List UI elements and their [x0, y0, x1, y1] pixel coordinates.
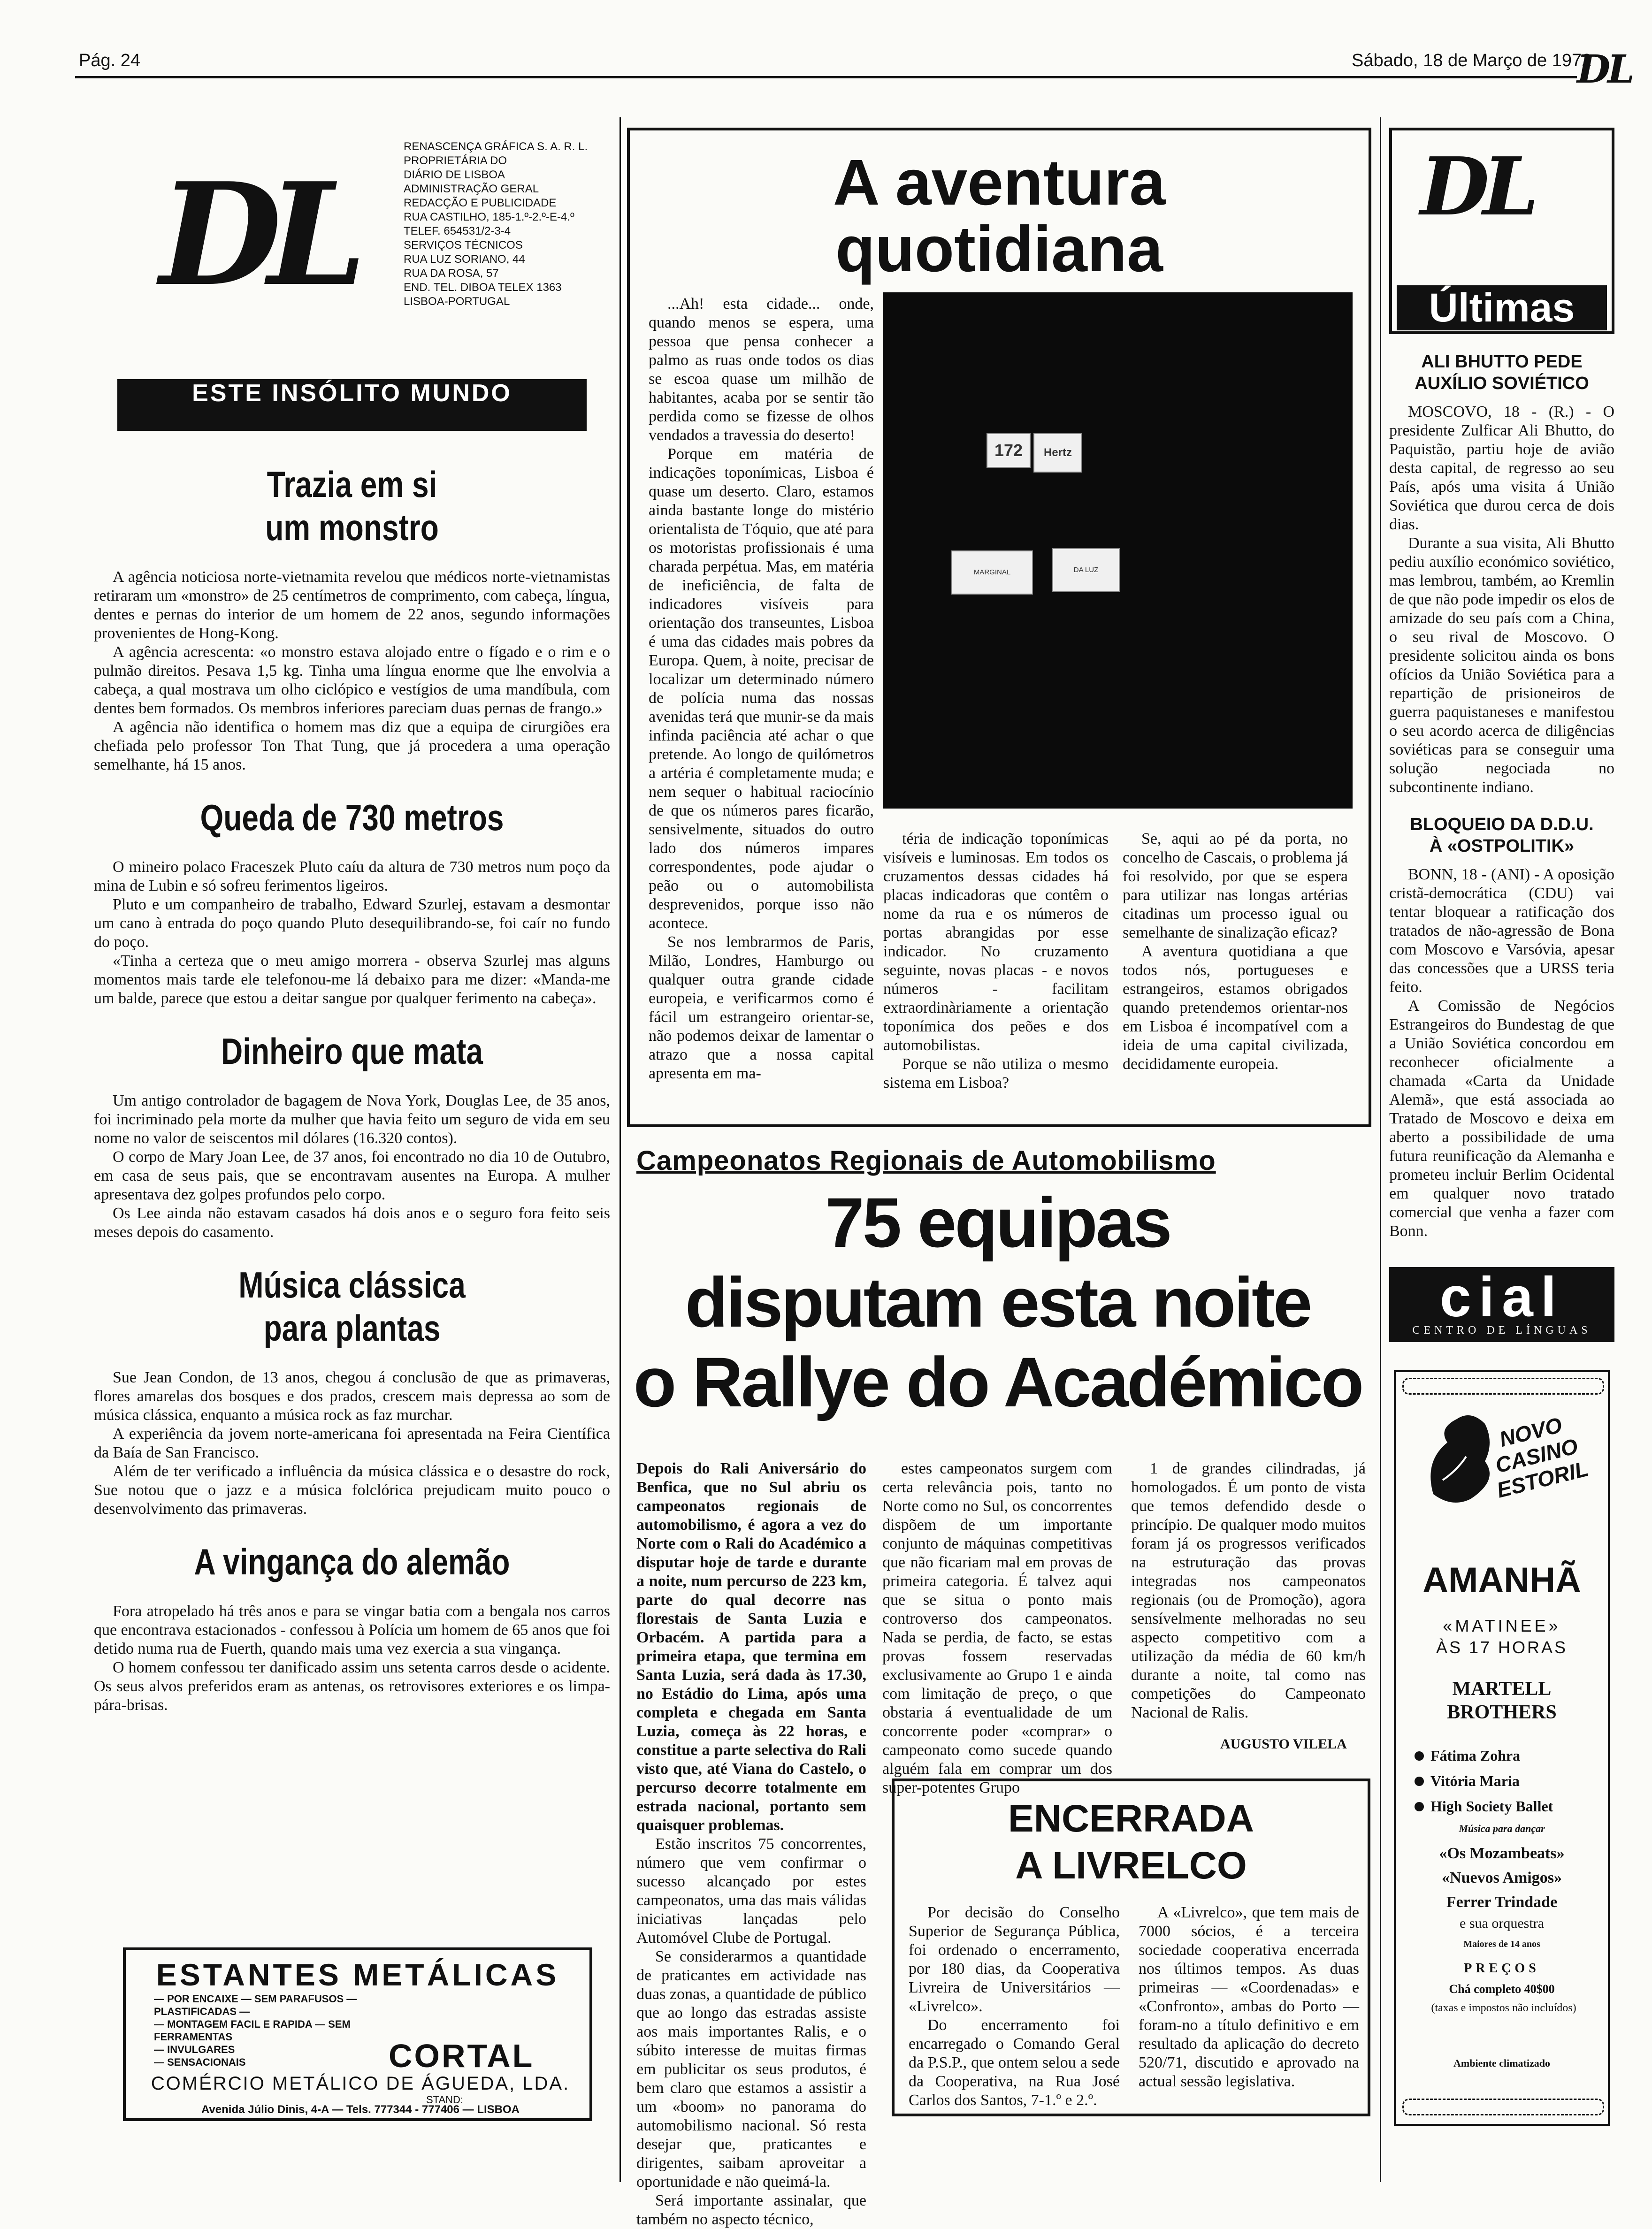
ad-casino-act-line: BROTHERS: [1447, 1702, 1557, 1723]
ultimas-story-body: [1389, 865, 1614, 1241]
article: [94, 1263, 610, 1519]
masthead-line: RUA LUZ SORIANO, 44: [404, 253, 525, 266]
ad-casino-climate: Ambiente climatizado: [1453, 2057, 1550, 2069]
article-paragraph: A agência noticiosa norte-vietnamita revelou que médicos norte-vietnamistas retiraram um «monstro» de 25 centímetros de comprimento, com cabeça, língua, dentes e pernas do interior de um homem de 22 anos, segundo informações provenientes de Hong-Kong.: [94, 568, 610, 642]
ad-casino-prices-label: PREÇOS: [1464, 1961, 1540, 1976]
ad-casino-bands: [1396, 1841, 1608, 1915]
ad-estantes-address: Avenida Júlio Dinis, 4-A — Tels. 777344 - 777406 — LISBOA: [201, 2103, 520, 2116]
article-paragraph: O homem confessou ter danificado assim uns setenta carros desde o acidente. Os seus alvos preferidos eram as antenas, os retrovisores exteriores e os limpa-pára-brisas.: [94, 1659, 610, 1714]
livrelco-paragraph: Do encerramento foi encarregado o Comando Geral da P.S.P., que ontem selou a sede da Cooperativa, na Rua José Carlos dos Santos, 7-1.º e 2.º.: [909, 2016, 1120, 2109]
ultimas-paragraph: Durante a sua visita, Ali Bhutto pediu auxílio económico soviético, mas lembrou, também, ao Kremlin de que não pode impedir os elos de amizade do seu país com a China, o seu rival de Moscovo. O presidente solicitou ainda os bons ofícios da União Soviética para a repartição de prisioneiros de guerra paquistaneses e manifestou o seu acordo acerca de diligências soviéticas para se conseguir uma solução negociada no subcontinente indiano.: [1389, 534, 1614, 796]
article: [94, 1030, 610, 1242]
livrelco-paragraph: A «Livrelco», que tem mais de 7000 sócios, é a terceira sociedade cooperativa encerrada nos últimos tempos. As duas primeiras — «Coordenadas» e «Confronto», ambas do Porto — foram-no a título definitivo e em resultado da aplicação do decreto 520/71, discutido e aprovado na actual sessão legislativa.: [1139, 1904, 1359, 2090]
masthead-line: RENASCENÇA GRÁFICA S. A. R. L.: [404, 140, 588, 153]
ad-casino-band: Ferrer Trindade: [1446, 1893, 1558, 1911]
livrelco-title-line: ENCERRADA: [1008, 1797, 1254, 1840]
livrelco-column-2: [1139, 1903, 1359, 2091]
rally-paragraph: estes campeonatos surgem com certa relevância pois, tanto no Norte como no Sul, os concorrentes dispõem de um importante conjunto de máquinas competitivas que não ficariam mal em provas de primeira categoria. É talvez aqui que se situa o ponto mais controverso dos campeonatos. Nada se perdia, de facto, se estas provas fossem reservadas exclusivamente ao Grupo 1 e ainda com limitação de preço, o que obstaria á eventualidade de um concorrente poder «comprar» o campeonato como sucede quando alguém fala em comprar um dos super-potentes Grupo: [882, 1460, 1112, 1796]
masthead-logo: DL: [160, 152, 353, 317]
rally-paragraph: Se considerarmos a quantidade de praticantes em actividade nas duas zonas, a quantidade de público que ao longo das estradas assiste aos mais importantes Ralis, e o súbito interesse de muitas firmas em publicitar os seus produtos, é bem claro que estamos a assistir a um «boom» no panorama do automobilismo nacional. Só resta desejar que, praticantes e dirigentes, saibam aproveitar a oportunidade e não queimá-la.: [636, 1948, 866, 2191]
ad-casino-time: ÀS 17 HORAS: [1436, 1638, 1568, 1657]
article: [94, 1540, 610, 1715]
article-title: [140, 1030, 564, 1073]
ad-estantes-stand: STAND:: [426, 2094, 464, 2106]
column-rule: [620, 117, 621, 2182]
article-paragraph: «Tinha a certeza que o meu amigo morrera - observa Szurlej mas alguns momentos mais tarde ele telefonou-me lá debaixo para me dizer: «Manda-me um balde, parece que estou a deitar sangue por qualquer ferimento na cabeça».: [94, 952, 610, 1007]
article-paragraph: Além de ter verificado a influência da música clássica e o desastre do rock, Sue notou que o jazz e a música folclórica prejudicam muito pouco o desenvolvimento das primaveras.: [94, 1463, 610, 1518]
section-banner-label: ESTE INSÓLITO MUNDO: [192, 380, 512, 407]
aventura-box: [627, 128, 1371, 1127]
rally-headline: [627, 1183, 1369, 1422]
article-paragraph: A experiência da jovem norte-americana foi apresentada na Feira Científica da Baía de San Francisco.: [94, 1425, 610, 1461]
ad-estantes-feature: — MONTAGEM FACIL E RAPIDA — SEM FERRAMENTAS: [154, 2018, 351, 2043]
livrelco-box: [892, 1779, 1370, 2116]
article-title-line: Trazia em si: [267, 464, 437, 505]
header-logo: DL: [1577, 47, 1632, 92]
aventura-paragraph: A aventura quotidiana a que todos nós, portugueses e estrangeiros, estamos obrigados quando pretendemos orientar-nos em Lisboa é incompatível com a ideia de uma capital civilizada, decididamente europeia.: [1123, 943, 1348, 1073]
article-title-line: um monstro: [265, 507, 439, 548]
ad-casino-act-line: MARTELL: [1452, 1678, 1552, 1700]
ad-cial-sub: CENTRO DE LÍNGUAS: [1412, 1324, 1591, 1336]
issue-date: Sábado, 18 de Março de 1972: [1352, 51, 1592, 70]
aventura-paragraph: téria de indicação toponímicas visíveis e luminosas. Em todos os cruzamentos dessas cidades há placas indicadoras que contêm o nome da rua e os números de portas abrangidas por esse indicador. No cruzamento seguinte, novas placas - e novos números - facilitam extraordinàriamente a orientação toponímica dos peões e dos automobilistas.: [883, 830, 1109, 1054]
ad-casino-act: [1396, 1677, 1608, 1724]
aventura-paragraph: ...Ah! esta cidade... onde, quando menos se espera, uma pessoa que pensa conhecer a palmo as ruas onde todos os dias se escoa quase um milhão de habitantes, acaba por se sentir tão perdida como se fizesse de olhos vendados a travessia do deserto!: [649, 295, 874, 444]
rally-paragraph: 1 de grandes cilindradas, já homologados. É um ponto de vista que temos defendido desde o princípio. De qualquer modo muitos foram já os progressos verificados na estruturação das provas integradas nos campeonatos regionais (ou de Promoção), agora sensívelmente melhoradas no seu aspecto competitivo com a utilização da média de 60 km/h durante a noite, tal como nas competições do Campeonato Nacional de Ralis.: [1131, 1460, 1366, 1721]
ad-casino-artist-name: High Society Ballet: [1430, 1798, 1553, 1815]
column-rule: [1380, 117, 1381, 2182]
aventura-paragraph: Porque se não utiliza o mesmo sistema em Lisboa?: [883, 1055, 1109, 1092]
article-title: [140, 796, 564, 839]
ad-estantes: [123, 1947, 592, 2121]
section-banner: [117, 379, 587, 431]
rally-lead: Depois do Rali Aniversário do Benfica, que no Sul abriu os campeonatos regionais de automobilismo, é agora a vez do Norte com o Rali do Académico a disputar hoje de tarde e durante a noite, num percurso de 223 km, parte do qual decorre nas florestais de Santa Luzia e Orbacém. A partida para a primeira etapa, que termina em Santa Luzia, será dada às 17.30, no Estádio do Lima, após uma completa e chegada em Santa Luzia, começa às 22 horas, e constitue a parte selectiva do Rali visto que, até Viana do Castelo, o percurso decorre totalmente em estrada nacional, portanto sem quaisquer problemas.: [636, 1460, 866, 1834]
ultimas-paragraph: MOSCOVO, 18 - (R.) - O presidente Zulficar Ali Bhutto, do Paquistão, partiu hoje de avião desta capital, de regresso ao seu País, após uma visita á União Soviética que durou cerca de dois dias.: [1389, 403, 1614, 533]
aventura-title-line: A aventura: [833, 146, 1166, 219]
ad-casino-artist: [1415, 1794, 1602, 1819]
street-signs-photo: [883, 292, 1353, 809]
ultimas-story-title-line: AUXÍLIO SOVIÉTICO: [1415, 374, 1589, 393]
ultimas-story-title-line: ALI BHUTTO PEDE: [1421, 352, 1583, 372]
livrelco-paragraph: Por decisão do Conselho Superior de Segurança Pública, foi ordenado o encerramento, por 180 dias, da Cooperativa Livreira de Universitários — «Livrelco».: [909, 1904, 1120, 2015]
page-number: Pág. 24: [79, 51, 140, 70]
ad-casino-age: Maiores de 14 anos: [1463, 1939, 1540, 1949]
ad-estantes-company: COMÉRCIO METÁLICO DE ÁGUEDA, LDA.: [151, 2073, 570, 2094]
aventura-title-line: quotidiana: [835, 213, 1163, 285]
ad-casino-band: «Nuevos Amigos»: [1442, 1869, 1562, 1886]
rally-paragraph: Estão inscritos 75 concorrentes, número que vem confirmar o sucesso alcançado por estes campeonatos, uma das mais válidas iniciativas lançadas pelo Automóvel Clube de Portugal.: [636, 1835, 866, 1947]
ad-casino-dance: Música para dançar: [1459, 1823, 1545, 1834]
ultimas-story-title: [1389, 351, 1614, 394]
article-body: [94, 1092, 610, 1242]
ultimas-story-title: [1389, 814, 1614, 857]
aventura-column-3: [1123, 830, 1348, 1074]
livrelco-column-1: [909, 1903, 1120, 2110]
rally-column-3: [1131, 1459, 1366, 1722]
article: [94, 463, 610, 774]
aventura-title: [630, 146, 1369, 285]
ultimas-paragraph: BONN, 18 - (ANI) - A oposição cristã-democrática (CDU) vai tentar bloquear a ratificação dos tratados de não-agressão de Bona com Moscovo e Varsóvia, apesar das concessões que a URSS teria feito.: [1389, 866, 1614, 996]
article-paragraph: Os Lee ainda não estavam casados há dois anos e o seguro fora feito seis meses depois do casamento.: [94, 1205, 610, 1241]
article-title-line: Dinheiro que mata: [221, 1031, 483, 1072]
article-paragraph: Sue Jean Condon, de 13 anos, chegou á conclusão de que as primaveras, flores amarelas dos bosques e dos prados, crescem mais depressa ao som de música clássica, enquanto a música rock as faz murchar.: [94, 1369, 610, 1424]
ultimas-story-body: [1389, 403, 1614, 797]
ad-casino-border-top: [1402, 1378, 1604, 1395]
ultimas-panel: [1389, 128, 1614, 1241]
article: [94, 796, 610, 1008]
ultimas-story-title-line: BLOQUEIO DA D.D.U.: [1410, 815, 1594, 834]
ad-estantes-title: ESTANTES METÁLICAS: [156, 1957, 559, 1992]
ad-cial-brand: cial: [1439, 1266, 1564, 1328]
ultimas-label: Últimas: [1397, 285, 1607, 330]
article-body: [94, 568, 610, 774]
ad-casino-border-bottom: [1402, 2099, 1604, 2115]
sign-hertz: Hertz: [1033, 433, 1082, 473]
ad-casino-logo: NOVO CASINO ESTORIL: [1492, 1412, 1591, 1503]
ultimas-story-title-line: À «OSTPOLITIK»: [1429, 836, 1575, 856]
ad-estantes-brand: CORTAL: [389, 2038, 535, 2074]
masthead-line: ADMINISTRAÇÃO GERAL: [404, 183, 539, 195]
rally-kicker: Campeonatos Regionais de Automobilismo: [636, 1145, 1216, 1176]
aventura-paragraph: Se nos lembrarmos de Paris, Milão, Londres, Hamburgo ou qualquer outra grande cidade europeia, e verificarmos como é fácil um estrangeiro orientar-se, não podemos deixar de lamentar o atrazo que a nossa capital apresenta em ma-: [649, 933, 874, 1082]
masthead-line: PROPRIETÁRIA DO: [404, 154, 507, 167]
ultimas-paragraph: A Comissão de Negócios Estrangeiros do Bundestag de que a União Soviética concordou em reconhecer oficialmente a chamada «Carta da Unidade Alemã», que está associada ao Tratado de Moscovo e deixa em aberto a possibilidade de uma futura reunificação da Alemanha e prometeu incluir Berlim Ocidental em qualquer novo tratado comercial que venha a fazer com Bonn.: [1389, 997, 1614, 1240]
ad-casino-artists: [1415, 1743, 1602, 1819]
masthead-line: RUA CASTILHO, 185-1.º-2.º-E-4.º: [404, 211, 574, 223]
rally-headline-line: o Rallye do Académico: [633, 1343, 1362, 1421]
sign-marginal: MARGINAL: [951, 550, 1033, 595]
rally-headline-line: 75 equipas: [825, 1183, 1170, 1262]
bullet-icon: [1415, 1802, 1424, 1811]
masthead-line: END. TEL. DIBOA TELEX 1363: [404, 281, 562, 294]
aventura-paragraph: Porque em matéria de indicações toponímicas, Lisboa é quase um deserto. Claro, estamos ainda bastante longe do mistério orientalista de Tóquio, que até para os motoristas profissionais é uma charada perpétua. Mas, em matéria de ineficiência, de falta de indicadores visíveis para orientação dos transeuntes, Lisboa é uma das cidades mais pobres da Europa. Quem, à noite, precisar de localizar um determinado número de polícia numa das nossas avenidas terá que munir-se da mais infinda paciência até achar o que pretende. Ao longo de quilómetros a artéria é completamente muda; e nem sequer o habitual raciocínio de que os números pares ficarão, sensivelmente, situados do outro lado dos números impares correspondentes, pode ajudar o peão ou o automobilista desprevenidos, porque isso não acontece.: [649, 445, 874, 932]
article-paragraph: Pluto e um companheiro de trabalho, Edward Szurlej, estavam a desmontar um cano à entrada do poço quando Pluto desequilibrando-se, foi caír no fundo do poço.: [94, 896, 610, 951]
bullet-icon: [1415, 1751, 1424, 1761]
ad-casino-tax: (taxas e impostos não incluídos): [1431, 2002, 1576, 2014]
article-title: [140, 1540, 564, 1583]
rally-headline-line: disputam esta noite: [685, 1263, 1311, 1342]
ad-casino-artist: [1415, 1768, 1602, 1794]
article-paragraph: Um antigo controlador de bagagem de Nova York, Douglas Lee, de 35 anos, foi incriminado pela morte da mulher que havia feito um seguro de vida em seu nome no valor de seiscentos mil dólares (16.320 contos).: [94, 1092, 610, 1147]
rally-column-2: [882, 1459, 1112, 1797]
ultimas-stories: [1389, 351, 1614, 1241]
ultimas-logo-box: [1389, 128, 1614, 334]
ad-casino-artist: [1415, 1743, 1602, 1768]
masthead: [141, 127, 610, 343]
ultimas-logo: DL: [1420, 140, 1532, 234]
article-title-line: Queda de 730 metros: [200, 797, 504, 838]
ad-estantes-feature: — INVULGARES: [154, 2044, 235, 2055]
masthead-line: REDACÇÃO E PUBLICIDADE: [404, 197, 557, 209]
masthead-line: RUA DA ROSA, 57: [404, 267, 499, 280]
article-body: [94, 1602, 610, 1715]
masthead-line: SERVIÇOS TÉCNICOS: [404, 239, 523, 252]
aventura-column-2: [883, 830, 1109, 1092]
rally-column-1: [636, 1459, 866, 2229]
article-body: [94, 1368, 610, 1519]
aventura-column-1: [649, 295, 874, 1083]
masthead-line: TELEF. 654531/2-3-4: [404, 225, 511, 237]
ad-casino-orch: e sua orquestra: [1460, 1916, 1544, 1931]
ad-casino-price: Chá completo 40$00: [1449, 1982, 1555, 1996]
sign-1972: 172: [987, 433, 1031, 468]
livrelco-title: [895, 1795, 1368, 1889]
article-title: [140, 463, 564, 549]
article-paragraph: O mineiro polaco Fraceszek Pluto caíu da altura de 730 metros num poço da mina de Lubin e só sofreu ferimentos ligeiros.: [94, 858, 610, 894]
ad-casino-artist-name: Vitória Maria: [1430, 1772, 1520, 1789]
article-title-line: Música clássica: [238, 1264, 466, 1305]
rally-author: AUGUSTO VILELA: [1220, 1736, 1347, 1752]
ad-casino-logo-art: [1415, 1400, 1593, 1527]
article-body: [94, 858, 610, 1008]
bullet-icon: [1415, 1777, 1424, 1786]
masthead-info: [404, 140, 601, 309]
ad-casino-artist-name: Fátima Zohra: [1430, 1747, 1521, 1764]
article-paragraph: O corpo de Mary Joan Lee, de 37 anos, foi encontrado no dia 10 de Outubro, em casa de seus pais, que se encontravam ausentes na Europa. A mulher apresentava dez golpes profundos pelo corpo.: [94, 1148, 610, 1203]
header-rule: [75, 76, 1577, 78]
article-title-line: A vingança do alemão: [194, 1541, 510, 1582]
ad-casino-matinee: «MATINEE»: [1443, 1616, 1561, 1635]
article-paragraph: Fora atropelado há três anos e para se vingar batia com a bengala nos carros que encontrava estacionados - confessou à Polícia um homem de 65 anos que foi detido numa rua de Fuerth, quando mais uma vez exercia a sua vingança.: [94, 1603, 610, 1657]
article-paragraph: A agência acrescenta: «o monstro estava alojado entre o fígado e o rim e o pulmão direitos. Pesava 1,5 kg. Tinha uma língua enorme que lhe envolvia a cabeça, a qual mostrava um olho ciclópico e vestígios de uma mandíbula, com dentes bem formados. Os membros inferiores pareciam duas pernas de frango.»: [94, 643, 610, 717]
ad-casino-band: «Os Mozambeats»: [1439, 1845, 1565, 1862]
article-title: [140, 1263, 564, 1350]
ad-casino: [1394, 1370, 1610, 2126]
ad-estantes-feature: — POR ENCAIXE — SEM PARAFUSOS — PLASTIFICADAS —: [154, 1993, 357, 2017]
article-title-line: para plantas: [263, 1307, 441, 1349]
ad-estantes-feature: — SENSACIONAIS: [154, 2056, 246, 2068]
ad-casino-day: AMANHÃ: [1423, 1560, 1581, 1600]
livrelco-title-line: A LIVRELCO: [1015, 1844, 1247, 1887]
rally-paragraph: Será importante assinalar, que também no aspecto técnico,: [636, 2192, 866, 2228]
sign-da-luz: DA LUZ: [1052, 548, 1120, 592]
masthead-line: DIÁRIO DE LISBOA: [404, 168, 505, 181]
left-column: [94, 450, 610, 1736]
article-paragraph: A agência não identifica o homem mas diz que a equipa de cirurgiões era chefiada pelo professor Ton That Tung, que já procedera a uma operação semelhante, há 15 anos.: [94, 718, 610, 773]
ad-estantes-features: [154, 1992, 417, 2069]
masthead-line: LISBOA-PORTUGAL: [404, 295, 510, 308]
aventura-paragraph: Se, aqui ao pé da porta, no concelho de Cascais, o problema já foi resolvido, por que se espera para utilizar nas longas artérias citadinas um processo igual ou semelhante de sinalização eficaz?: [1123, 830, 1348, 941]
ad-cial: [1389, 1267, 1614, 1342]
